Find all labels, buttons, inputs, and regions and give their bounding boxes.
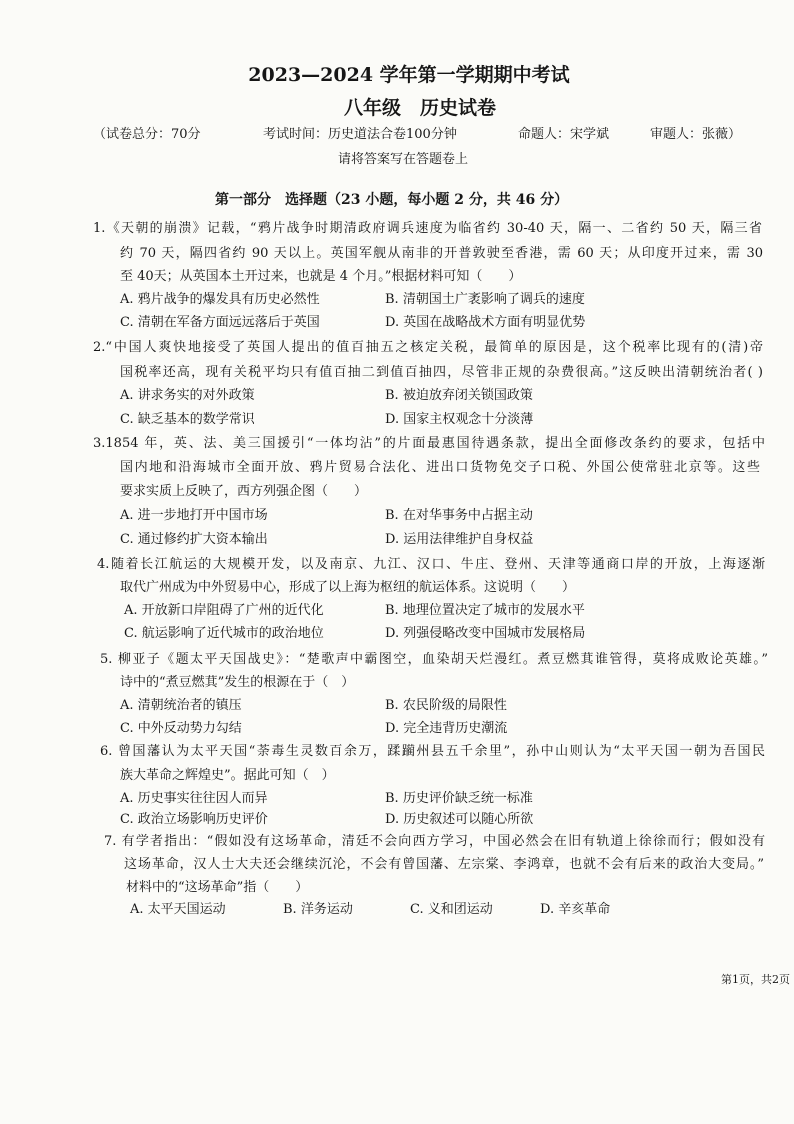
question-1-option-d: D. 英国在战略战术方面有明显优势 [385,315,586,330]
info-reviewer: 审题人：张薇） [650,127,742,142]
question-2-option-b: B. 被迫放弃闭关锁国政策 [385,388,533,403]
question-3-option-a: A. 进一步地打开中国市场 [120,508,268,523]
question-6-option-b: B. 历史评价缺乏统一标准 [385,791,533,806]
question-7-stem-line-2: 这场革命，汉人士大夫还会继续沉沦，不会有曾国藩、左宗棠、李鸿章，也就不会有后来的政治大变局。” [124,857,764,872]
question-3-option-b: B. 在对华事务中占据主动 [385,508,533,523]
question-4-stem-line-1: 4.随着长江航运的大规模开发，以及南京、九江、汉口、牛庄、登州、天津等通商口岸的开放，上海逐渐 [97,557,765,572]
exam-title: 2023—2024 学年第一学期期中考试 [248,64,570,86]
info-author: 命题人：宋学斌 [518,127,610,142]
question-1-stem-line-2: 约 70 天，隔四省约 90 天以上。英国军舰从南非的开普敦驶至香港，需 60 天；从印度开过来，需 30 [120,246,763,261]
question-4-option-d: D. 列强侵略改变中国城市发展格局 [385,626,586,641]
question-4-option-a: A. 开放新口岸阻碍了广州的近代化 [124,603,324,618]
question-5-option-b: B. 农民阶级的局限性 [385,698,507,713]
question-4-option-c: C. 航运影响了近代城市的政治地位 [124,626,324,641]
exam-subtitle: 八年级 历史试卷 [343,97,496,119]
question-5-stem-line-2: 诗中的“煮豆燃萁”发生的根源在于（ ） [120,675,355,690]
question-7-option-c: C. 义和团运动 [410,902,493,917]
question-1-option-a: A. 鸦片战争的爆发具有历史必然性 [120,292,320,307]
question-6-stem-line-2: 族大革命之辉煌史”。据此可知（ ） [120,768,335,783]
question-7-stem-line-1: 7. 有学者指出：“假如没有这场革命，清廷不会向西方学习，中国必然会在旧有轨道上徐徐而行；假如没有 [104,834,765,849]
question-5-option-c: C. 中外反动势力勾结 [120,721,242,736]
question-7-stem-line-3: 材料中的“这场革命”指（ ） [126,880,309,895]
question-7-option-a: A. 太平天国运动 [130,902,226,917]
question-7-option-d: D. 辛亥革命 [540,902,611,917]
question-5-stem-line-1: 5. 柳亚子《题太平天国战史》：“楚歌声中霸图空，血染胡天烂漫红。煮豆燃萁谁管得，莫将成败论英雄。” [100,652,768,667]
question-7-option-b: B. 洋务运动 [283,902,353,917]
question-1-option-c: C. 清朝在军备方面远远落后于英国 [120,315,320,330]
question-3-option-c: C. 通过修约扩大资本输出 [120,532,268,547]
question-3-stem-line-1: 3.1854 年，英、法、美三国援引“一体均沾”的片面最惠国待遇条款，提出全面修改条约的要求，包括中 [93,436,765,451]
question-6-option-a: A. 历史事实往往因人而异 [120,791,268,806]
question-5-option-a: A. 清朝统治者的镇压 [120,698,242,713]
info-exam-time: 考试时间：历史道法合卷100分钟 [263,127,457,142]
question-4-stem-line-2: 取代广州成为中外贸易中心，形成了以上海为枢纽的航运体系。这说明（ ） [120,580,576,595]
question-2-option-d: D. 国家主权观念十分淡薄 [385,412,534,427]
question-2-option-c: C. 缺乏基本的数学常识 [120,412,255,427]
question-3-stem-line-3: 要求实质上反映了，西方列强企图（ ） [120,484,368,499]
question-6-option-d: D. 历史叙述可以随心所欲 [385,812,534,827]
question-5-option-d: D. 完全违背历史潮流 [385,721,508,736]
question-6-stem-line-1: 6. 曾国藩认为太平天国“荼毒生灵数百余万，蹂躏州县五千余里”，孙中山则认为“太平天国一朝为吾国民 [100,744,765,759]
question-3-option-d: D. 运用法律维护自身权益 [385,532,534,547]
question-2-stem-line-2: 国税率还高，现有关税平均只有值百抽二到值百抽四，尽管非正规的杂费很高。”这反映出清朝统治者( ) [120,365,763,380]
answer-notice: 请将答案写在答题卷上 [338,152,469,167]
question-3-stem-line-2: 国内地和沿海城市全面开放、鸦片贸易合法化、进出口货物免交子口税、外国公使常驻北京等。这些 [120,460,760,475]
page-number: 第1页，共2页 [721,973,790,986]
info-total-score: （试卷总分：70分 [93,127,201,142]
question-1-stem-line-3: 至 40天；从英国本土开过来，也就是 4 个月。”根据材料可知（ ） [120,269,522,284]
question-4-option-b: B. 地理位置决定了城市的发展水平 [385,603,585,618]
question-1-stem-line-1: 1.《天朝的崩溃》记载，“鸦片战争时期清政府调兵速度为临省约 30-40 天，隔一、二省约 50 天，隔三省 [93,221,762,236]
question-6-option-c: C. 政治立场影响历史评价 [120,812,268,827]
question-1-option-b: B. 清朝国土广袤影响了调兵的速度 [385,292,585,307]
question-2-option-a: A. 讲求务实的对外政策 [120,388,255,403]
section-heading: 第一部分 选择题（23 小题，每小题 2 分，共 46 分） [215,192,569,208]
question-2-stem-line-1: 2.“中国人爽快地接受了英国人提出的值百抽五之核定关税，最简单的原因是，这个税率比现有的(清)帝 [93,340,763,355]
